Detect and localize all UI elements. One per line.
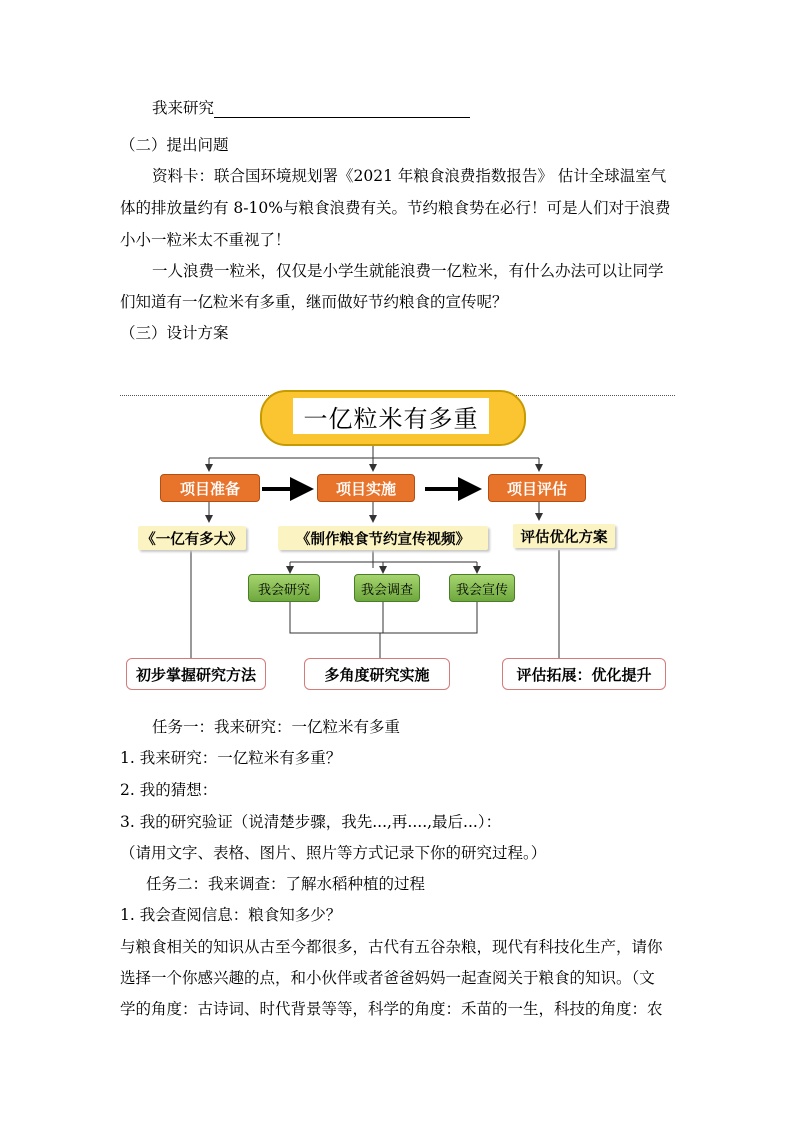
stage-implement: 项目实施 — [317, 474, 415, 502]
diagram-title: 一亿粒米有多重 — [293, 398, 489, 434]
sub-evaluate: 评估优化方案 — [513, 524, 615, 548]
outcome-implement: 多角度研究实施 — [304, 658, 450, 690]
outcome-prepare: 初步掌握研究方法 — [126, 658, 266, 690]
paragraph-2-line-1: 一人浪费一粒米，仅仅是小学生就能浪费一亿粒米，有什么办法可以让同学 — [152, 262, 664, 280]
section-heading-2: （二）提出问题 — [120, 136, 229, 154]
paragraph-1-line-1: 资料卡：联合国环境规划署《2021 年粮食浪费指数报告》 估计全球温室气 — [152, 167, 667, 185]
task-2-heading: 任务二：我来调查：了解水稻种植的过程 — [146, 875, 426, 893]
task-1-heading: 任务一：我来研究：一亿粒米有多重 — [152, 718, 401, 736]
list-item-1: 1. 我来研究：一亿粒米有多重？ — [120, 749, 342, 767]
list-item-2: 2. 我的猜想： — [120, 781, 218, 799]
research-prompt: 我来研究 — [152, 99, 215, 117]
diagram-title-pill — [260, 390, 526, 446]
green-research: 我会研究 — [248, 574, 320, 602]
outcome-evaluate: 评估拓展：优化提升 — [502, 658, 666, 690]
paragraph-3-line-3: 学的角度：古诗词、时代背景等等，科学的角度：禾苗的一生，科技的角度：农 — [120, 1000, 663, 1018]
stage-evaluate: 项目评估 — [488, 474, 586, 502]
paragraph-1-line-3: 小小一粒米太不重视了！ — [120, 231, 291, 249]
answer-blank[interactable] — [214, 99, 470, 118]
research-prompt-line — [152, 96, 470, 118]
sub-implement: 《制作粮食节约宣传视频》 — [278, 526, 488, 550]
project-flow-diagram — [0, 378, 794, 698]
green-promote: 我会宣传 — [449, 574, 515, 602]
paragraph-3-line-2: 选择一个你感兴趣的点，和小伙伴或者爸爸妈妈一起查阅关于粮食的知识。（文 — [120, 969, 655, 987]
list-item-4: 1. 我会查阅信息：粮食知多少？ — [120, 906, 342, 924]
paragraph-2-line-2: 们知道有一亿粒米有多重，继而做好节约粮食的宣传呢？ — [120, 293, 508, 311]
green-survey: 我会调查 — [354, 574, 420, 602]
stage-prepare: 项目准备 — [160, 474, 260, 502]
paragraph-3-line-1: 与粮食相关的知识从古至今都很多，古代有五谷杂粮，现代有科技化生产，请你 — [120, 938, 663, 956]
paragraph-1-line-2: 体的排放量约有 8-10%与粮食浪费有关。节约粮食势在必行！可是人们对于浪费 — [120, 199, 671, 217]
list-item-3: 3. 我的研究验证（说清楚步骤，我先...,再....,最后...）： — [120, 813, 502, 831]
note-line: （请用文字、表格、图片、照片等方式记录下你的研究过程。） — [120, 844, 547, 862]
section-heading-3: （三）设计方案 — [120, 324, 229, 342]
sub-prepare: 《一亿有多大》 — [138, 526, 246, 550]
